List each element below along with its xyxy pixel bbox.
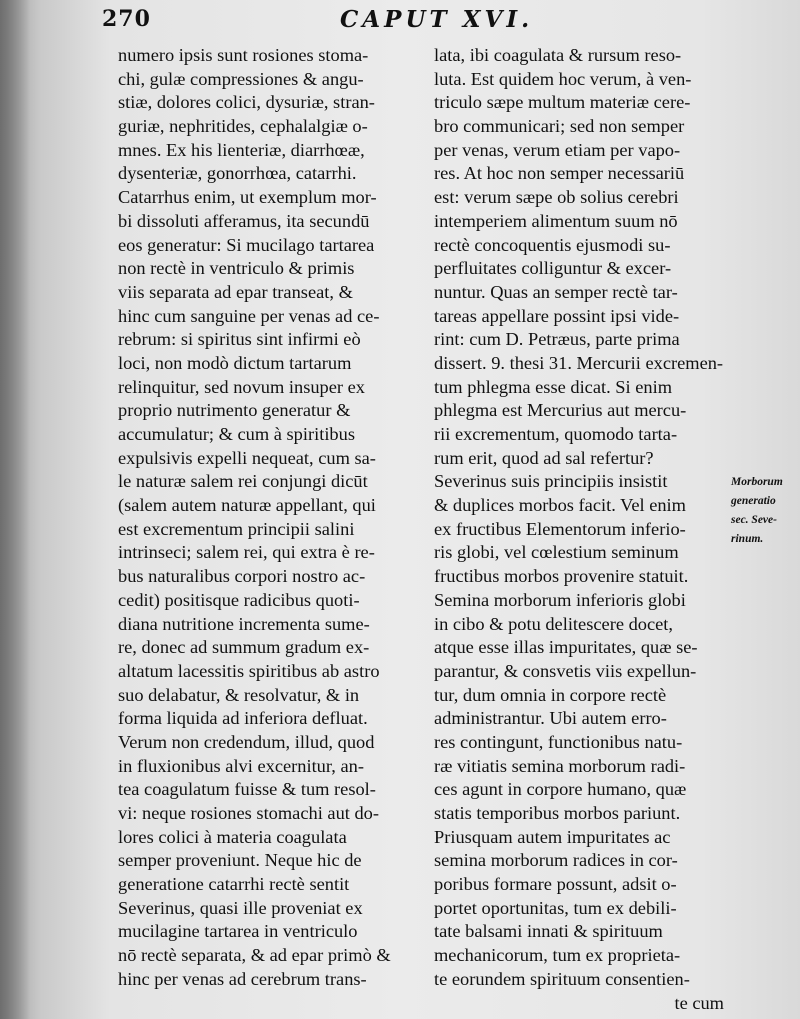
right-text-column xyxy=(434,44,726,1015)
text-line: tum phlegma esse dicat. Si enim xyxy=(434,376,673,397)
marginal-note-line: sec. Seve- xyxy=(731,514,777,526)
text-line: Verum non credendum, illud, quod xyxy=(118,731,375,752)
text-line: rectè concoquentis ejusmodi su- xyxy=(434,234,671,255)
text-line: non rectè in ventriculo & primis xyxy=(118,258,355,279)
text-line: in cibo & potu delitescere docet, xyxy=(434,613,673,634)
page-number: 270 xyxy=(102,6,151,32)
text-line: semper proveniunt. Neque hic de xyxy=(118,850,362,871)
text-line: accumulatur; & cum à spiritibus xyxy=(118,424,355,444)
text-line: mnes. Ex his lienteriæ, diarrhœæ, xyxy=(118,139,365,160)
running-head: CAPUT XVI. xyxy=(340,6,534,33)
text-line: parantur, & consvetis viis expellun- xyxy=(434,660,697,681)
text-line: bro communicari; sed non semper xyxy=(434,116,685,137)
text-line: altatum lacessitis spiritibus ab astro xyxy=(118,660,380,681)
text-line: bi dissoluti afferamus, ita secundū xyxy=(118,210,370,231)
text-line: hinc per venas ad cerebrum trans- xyxy=(118,968,367,989)
text-line: bus naturalibus corpori nostro ac- xyxy=(118,566,366,587)
text-line: fructibus morbos provenire statuit. xyxy=(434,566,689,587)
text-line: lores colici à materia coagulata xyxy=(118,826,347,847)
text-line: guriæ, nephritides, cephalalgiæ o- xyxy=(118,116,368,137)
text-line: proprio nutrimento generatur & xyxy=(118,400,351,421)
text-line: forma liquida ad inferiora defluat. xyxy=(118,708,368,729)
text-line: triculo sæpe multum materiæ cere- xyxy=(434,92,691,113)
text-line: poribus formare possunt, adsit o- xyxy=(434,874,677,895)
text-line: est excrementum principii salini xyxy=(118,518,355,539)
text-line: loci, non modò dictum tartarum xyxy=(118,352,352,373)
text-line: & duplices morbos facit. Vel enim xyxy=(434,495,686,516)
text-line: tate balsami innati & spirituum xyxy=(434,921,663,942)
text-line: Catarrhus enim, ut exemplum mor- xyxy=(118,187,377,208)
text-line: Severinus suis principiis insistit xyxy=(434,471,668,492)
text-line: le naturæ salem rei conjungi dicūt xyxy=(118,471,368,492)
text-line: viis separata ad epar transeat, & xyxy=(118,281,353,302)
text-line: res. At hoc non semper necessariū xyxy=(434,163,685,184)
text-line: expulsivis expelli nequeat, cum sa- xyxy=(118,447,376,468)
marginal-note-line: rinum. xyxy=(731,533,764,545)
text-line: mechanicorum, tum ex proprieta- xyxy=(434,945,681,966)
text-line: statis temporibus morbos pariunt. xyxy=(434,803,681,823)
text-line: eos generatur: Si mucilago tartarea xyxy=(118,234,375,255)
text-line: diana nutritione incrementa sume- xyxy=(118,613,370,634)
text-line: res contingunt, functionibus natu- xyxy=(434,731,683,752)
text-line: portet oportunitas, tum ex debili- xyxy=(434,897,677,918)
marginal-note-line: Morborum xyxy=(731,476,783,488)
text-line: est: verum sæpe ob solius cerebri xyxy=(434,187,679,208)
text-line: nuntur. Quas an semper rectè tar- xyxy=(434,281,678,302)
text-line: suo delabatur, & resolvatur, & in xyxy=(118,684,360,705)
text-line: intrinseci; salem rei, qui extra è re- xyxy=(118,542,375,563)
text-line: perfluitates colliguntur & excer- xyxy=(434,258,672,279)
text-line: generatione catarrhi rectè sentit xyxy=(118,874,350,895)
text-line: phlegma est Mercurius aut mercu- xyxy=(434,400,687,421)
text-line: rint: cum D. Petræus, parte prima xyxy=(434,329,680,350)
text-line: rebrum: si spiritus sint infirmi eò xyxy=(118,329,361,350)
marginal-note xyxy=(731,473,799,549)
text-line: luta. Est quidem hoc verum, à ven- xyxy=(434,68,692,89)
left-text-column xyxy=(118,44,424,992)
text-line: Severinus, quasi ille proveniat ex xyxy=(118,897,363,918)
text-line: numero ipsis sunt rosiones stoma- xyxy=(118,45,369,65)
catchword: te cum xyxy=(674,992,724,1013)
text-line: intemperiem alimentum suum nō xyxy=(434,210,678,231)
text-line: relinquitur, sed novum insuper ex xyxy=(118,376,365,397)
text-line: tea coagulatum fuisse & tum resol- xyxy=(118,779,376,800)
text-line: Priusquam autem impuritates ac xyxy=(434,826,671,847)
text-line: Semina morborum inferioris globi xyxy=(434,589,686,610)
text-line: administrantur. Ubi autem erro- xyxy=(434,708,667,729)
text-line: mucilagine tartarea in ventriculo xyxy=(118,921,358,942)
text-line: rum erit, quod ad sal refertur? xyxy=(434,447,654,468)
text-line: re, donec ad summum gradum ex- xyxy=(118,637,370,658)
text-line: in fluxionibus alvi excernitur, an- xyxy=(118,755,364,776)
text-line: cedit) positisque radicibus quoti- xyxy=(118,589,360,610)
text-line: (salem autem naturæ appellant, qui xyxy=(118,495,376,516)
text-line: stiæ, dolores colici, dysuriæ, stran- xyxy=(118,92,375,113)
text-line: ex fructibus Elementorum inferio- xyxy=(434,518,686,539)
text-line: ræ vitiatis semina morborum radi- xyxy=(434,755,686,776)
text-line: dysenteriæ, gonorrhœa, catarrhi. xyxy=(118,163,357,184)
text-line: per venas, verum etiam per vapo- xyxy=(434,139,681,160)
marginal-note-line: generatio xyxy=(731,495,776,507)
text-line: hinc cum sanguine per venas ad ce- xyxy=(118,305,380,326)
text-line: te eorundem spirituum consentien- xyxy=(434,968,690,989)
text-line: atque esse illas impuritates, quæ se- xyxy=(434,637,698,658)
text-line: vi: neque rosiones stomachi aut do- xyxy=(118,803,379,823)
text-line: chi, gulæ compressiones & angu- xyxy=(118,68,364,89)
text-line: lata, ibi coagulata & rursum reso- xyxy=(434,45,682,65)
text-line: nō rectè separata, & ad epar primò & xyxy=(118,945,391,966)
text-line: semina morborum radices in cor- xyxy=(434,850,678,871)
text-line: dissert. 9. thesi 31. Mercurii excremen- xyxy=(434,352,724,373)
text-line: rii excrementum, quomodo tarta- xyxy=(434,424,678,444)
text-line: tareas appellare possint ipsi vide- xyxy=(434,305,680,326)
text-line: ces agunt in corpore humano, quæ xyxy=(434,779,687,800)
text-line: tur, dum omnia in corpore rectè xyxy=(434,684,667,705)
text-line: ris globi, vel cœlestium seminum xyxy=(434,542,679,563)
